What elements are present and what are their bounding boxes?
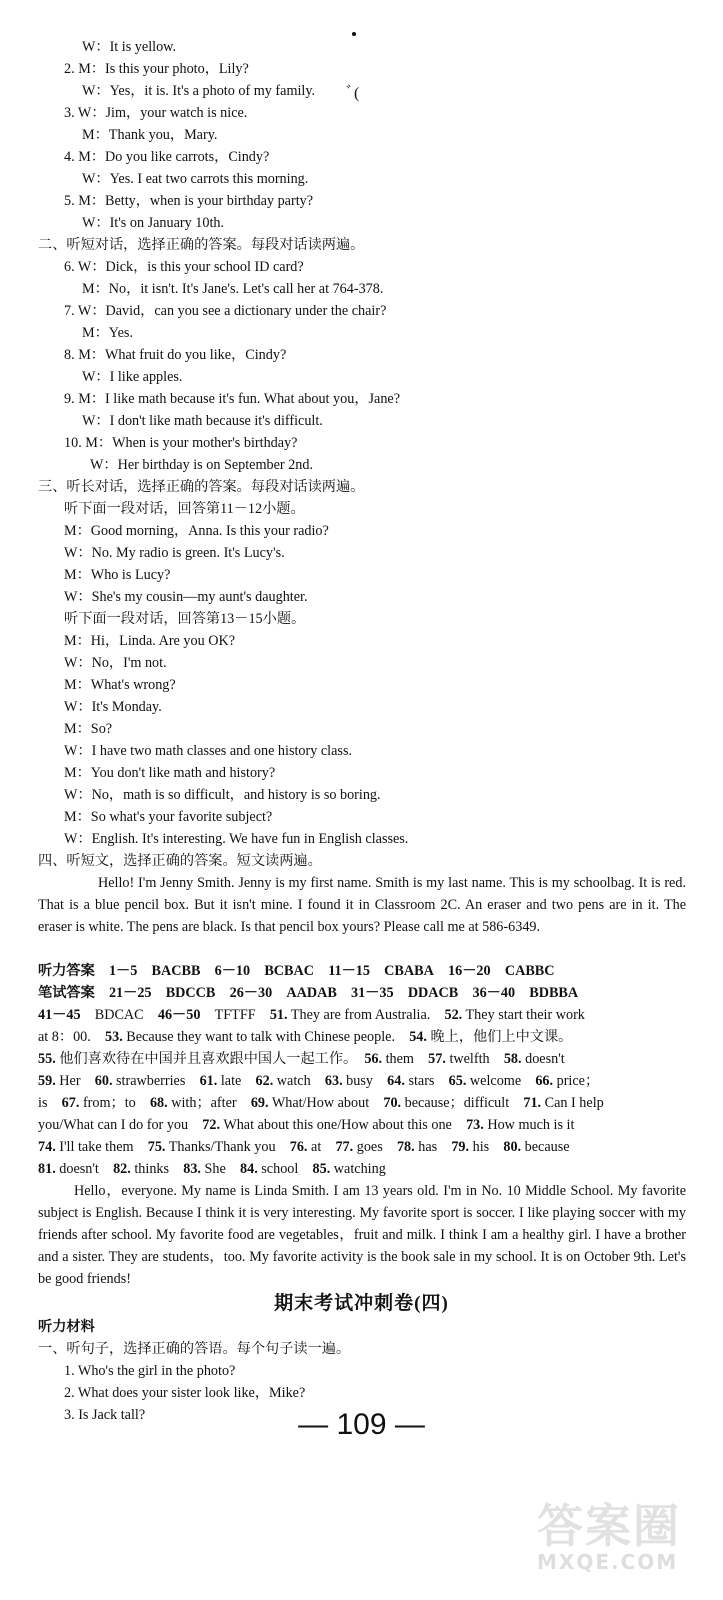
watermark-url: MXQE.COM [537, 1550, 679, 1574]
script-line: M：You don't like math and history? [64, 765, 276, 781]
answer-line: 41－45 BDCAC 46－50 TFTFF 51. They are from Australia. 52. They start their work [38, 1007, 585, 1023]
section-title: 期末考试冲刺卷(四) [274, 1293, 449, 1314]
script-line: 3. W：Jim，your watch is nice. [64, 105, 248, 121]
script-line: 9. M：I like math because it's fun. What about you，Jane? [64, 391, 401, 407]
script-line: 6. W：Dick，is this your school ID card? [64, 259, 304, 275]
script-line: W：I don't like math because it's difficult. [82, 413, 323, 429]
passage-paragraph: Hello! I'm Jenny Smith. Jenny is my first name. Smith is my last name. This is my schoolbag. It is red. That is a blue pencil box. But it isn't mine. I found it in Classroom 2C. An eraser and two pens are in it. The eraser is white. The pens are black. Is that pencil box yours? Please call me at 586-6349. [38, 875, 686, 935]
watermark-text: 答案圈 [537, 1499, 681, 1553]
script-line: W：Yes. I eat two carrots this morning. [82, 171, 309, 187]
script-line: 听下面一段对话，回答第11－12小题。 [64, 501, 305, 517]
script-line: W：It's Monday. [64, 699, 162, 715]
script-line: W：No，I'm not. [64, 655, 167, 671]
script-line: 4. M：Do you like carrots，Cindy? [64, 149, 270, 165]
script-line: 5. M：Betty，when is your birthday party? [64, 193, 314, 209]
script-line: W：Yes，it is. It's a photo of my family. [82, 83, 316, 99]
script-line: M：No，it isn't. It's Jane's. Let's call her at 764-378. [82, 281, 384, 297]
answer-line: 59. Her 60. strawberries 61. late 62. watch 63. busy 64. stars 65. welcome 66. price； [38, 1073, 600, 1089]
script-line: M：Who is Lucy? [64, 567, 171, 583]
script-line: W：I have two math classes and one history class. [64, 743, 353, 759]
script-line: 2. M：Is this your photo，Lily? [64, 61, 249, 77]
script-line: 二、听短对话，选择正确的答案。每段对话读两遍。 [38, 237, 365, 253]
script-line: W：I like apples. [82, 369, 183, 385]
watermark-logo [537, 1490, 717, 1590]
script-line: M：So what's your favorite subject? [64, 809, 273, 825]
answer-line: 81. doesn't 82. thinks 83. She 84. school 85. watching [38, 1161, 386, 1177]
ink-dot [352, 32, 356, 36]
section-subheading: 听力材料 [38, 1319, 95, 1335]
answer-line: 笔试答案 21－25 BDCCB 26－30 AADAB 31－35 DDACB 36－40 BDBBA [38, 985, 579, 1001]
answer-line: 74. I'll take them 75. Thanks/Thank you 76. at 77. goes 78. has 79. his 80. because [38, 1139, 570, 1155]
page-number: — 109 — [298, 1408, 425, 1441]
script-line: M：Hi，Linda. Are you OK? [64, 633, 236, 649]
script-line: W：Her birthday is on September 2nd. [90, 457, 314, 473]
script-line: W：No. My radio is green. It's Lucy's. [64, 545, 285, 561]
writing-sample-paragraph: Hello，everyone. My name is Linda Smith. I am 13 years old. I'm in No. 10 Middle School. My favorite subject is English. Because I think it is very interesting. My favorite sport is soccer. I like playing soccer with my friends after school. My favorite food are vegetables，fruit and milk. I think I am a healthy girl. I have a brother and a sister. They are students，too. My favorite activity is the book sale in my school. It is on October 9th. Let's be good friends! [38, 1183, 686, 1287]
script-line: M：Good morning，Anna. Is this your radio? [64, 523, 329, 539]
answer-line: is 67. from；to 68. with；after 69. What/How about 70. because；difficult 71. Can I help [38, 1095, 604, 1111]
script-line: 10. M：When is your mother's birthday? [64, 435, 298, 451]
script-line: 一、听句子，选择正确的答语。每个句子读一遍。 [38, 1341, 351, 1357]
answer-line: at 8：00. 53. Because they want to talk with Chinese people. 54. 晚上，他们上中文课。 [38, 1029, 573, 1045]
script-line: W：It is yellow. [82, 39, 177, 55]
script-line: 3. Is Jack tall? [64, 1407, 146, 1423]
answer-line: you/What can I do for you 72. What about this one/How about this one 73. How much is it [38, 1117, 575, 1133]
script-line: 2. What does your sister look like，Mike? [64, 1385, 306, 1401]
script-line: M：Thank you，Mary. [82, 127, 218, 143]
script-line: W：No，math is so difficult，and history is so boring. [64, 787, 381, 803]
script-line: 四、听短文，选择正确的答案。短文读两遍。 [38, 853, 322, 869]
script-line: 三、听长对话，选择正确的答案。每段对话读两遍。 [38, 479, 365, 495]
handwritten-mark: ﾞ( [346, 85, 360, 102]
script-line: M：What's wrong? [64, 677, 176, 693]
answer-line: 55. 他们喜欢待在中国并且喜欢跟中国人一起工作。 56. them 57. twelfth 58. doesn't [38, 1051, 565, 1067]
script-line: W：She's my cousin—my aunt's daughter. [64, 589, 308, 605]
script-line: 7. W：David，can you see a dictionary under the chair? [64, 303, 387, 319]
script-line: 1. Who's the girl in the photo? [64, 1363, 236, 1379]
script-line: W：English. It's interesting. We have fun in English classes. [64, 831, 409, 847]
answer-line: 听力答案 1－5 BACBB 6－10 BCBAC 11－15 CBABA 16－20 CABBC [38, 963, 555, 979]
script-line: M：So? [64, 721, 113, 737]
script-line: 8. M：What fruit do you like，Cindy? [64, 347, 287, 363]
script-line: 听下面一段对话，回答第13－15小题。 [64, 611, 306, 627]
script-line: M：Yes. [82, 325, 133, 341]
script-line: W：It's on January 10th. [82, 215, 225, 231]
